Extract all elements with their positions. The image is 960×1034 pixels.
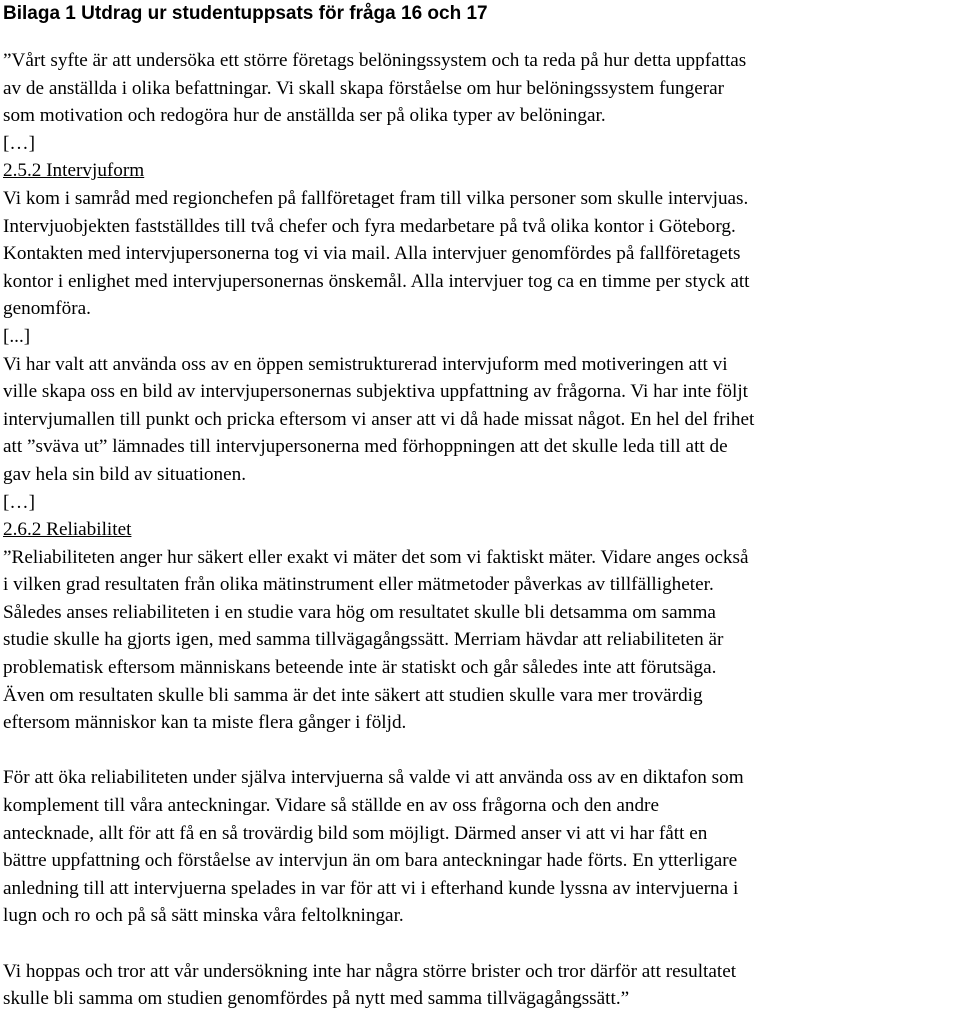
ellipsis-marker: […]	[3, 132, 35, 154]
text-line: Kontakten med intervjupersonerna tog vi via mail. Alla intervjuer genomfördes på fallföretagets	[3, 243, 741, 265]
text-line: Vi har valt att använda oss av en öppen semistrukturerad intervjuform med motiveringen att vi	[3, 353, 728, 375]
text-line: lugn och ro och på så sätt minska våra feltolkningar.	[3, 905, 404, 927]
text-line: ”Reliabiliteten anger hur säkert eller exakt vi mäter det som vi faktiskt mäter. Vidare anges också	[3, 546, 749, 568]
ellipsis-marker: […]	[3, 491, 35, 513]
text-line: kontor i enlighet med intervjupersonernas önskemål. Alla intervjuer tog ca en timme per styck att	[3, 270, 750, 292]
text-line: Vi kom i samråd med regionchefen på fallföretaget fram till vilka personer som skulle intervjuas.	[3, 187, 749, 209]
text-line: anledning till att intervjuerna spelades in var för att vi i efterhand kunde lyssna av intervjuerna i	[3, 877, 739, 899]
text-line: komplement till våra anteckningar. Vidare så ställde en av oss frågorna och den andre	[3, 795, 659, 817]
text-line: intervjumallen till punkt och pricka eftersom vi anser att vi då hade missat något. En hel del frihet	[3, 408, 755, 430]
text-line: som motivation och redogöra hur de anställda ser på olika typer av belöningar.	[3, 105, 606, 127]
text-line: gav hela sin bild av situationen.	[3, 463, 246, 485]
text-line: Således anses reliabiliteten i en studie vara hög om resultatet skulle bli detsamma om samma	[3, 601, 716, 623]
text-line: i vilken grad resultaten från olika mätinstrument eller mätmetoder påverkas av tillfälligheter.	[3, 574, 714, 596]
text-line: För att öka reliabiliteten under själva intervjuerna så valde vi att använda oss av en diktafon som	[3, 767, 744, 789]
section-heading-reliabilitet: 2.6.2 Reliabilitet	[3, 519, 132, 541]
text-line: av de anställda i olika befattningar. Vi skall skapa förståelse om hur belöningssystem fungerar	[3, 77, 725, 99]
section-heading-intervjuform: 2.5.2 Intervjuform	[3, 160, 145, 182]
text-line: problematisk eftersom människans beteende inte är statiskt och går således inte att förutsäga.	[3, 657, 717, 679]
ellipsis-marker: [...]	[3, 325, 31, 347]
text-line: antecknade, allt för att få en så trovärdig bild som möjligt. Därmed anser vi att vi har fått en	[3, 822, 708, 844]
text-line: att ”sväva ut” lämnades till intervjupersonerna med förhoppningen att det skulle leda till att de	[3, 436, 728, 458]
text-line: ”Vårt syfte är att undersöka ett större företags belöningssystem och ta reda på hur detta uppfattas	[3, 50, 747, 71]
text-line: bättre uppfattning och förståelse av intervjun än om bara anteckningar hade förts. En ytterligare	[3, 850, 738, 872]
paragraph-gap	[3, 737, 953, 765]
paragraph-gap	[3, 930, 953, 958]
document-title: Bilaga 1 Utdrag ur studentuppsats för fråga 16 och 17	[3, 3, 488, 24]
text-line: ville skapa oss en bild av intervjupersonernas subjektiva uppfattning av frågorna. Vi har inte följt	[3, 381, 749, 403]
text-line: skulle bli samma om studien genomfördes på nytt med samma tillvägagångssätt.”	[3, 988, 630, 1010]
text-line: Intervjuobjekten fastställdes till två chefer och fyra medarbetare på två olika kontor i Göteborg.	[3, 215, 736, 237]
text-line: Vi hoppas och tror att vår undersökning inte har några större brister och tror därför att resultatet	[3, 960, 737, 982]
text-line: Även om resultaten skulle bli samma är det inte säkert att studien skulle vara mer trovärdig	[3, 684, 703, 706]
text-line: eftersom människor kan ta miste flera gånger i följd.	[3, 712, 407, 734]
document-page	[3, 3, 953, 1013]
text-line: genomföra.	[3, 298, 91, 320]
text-line: studie skulle ha gjorts igen, med samma tillvägagångssätt. Merriam hävdar att reliabiliteten är	[3, 629, 724, 651]
